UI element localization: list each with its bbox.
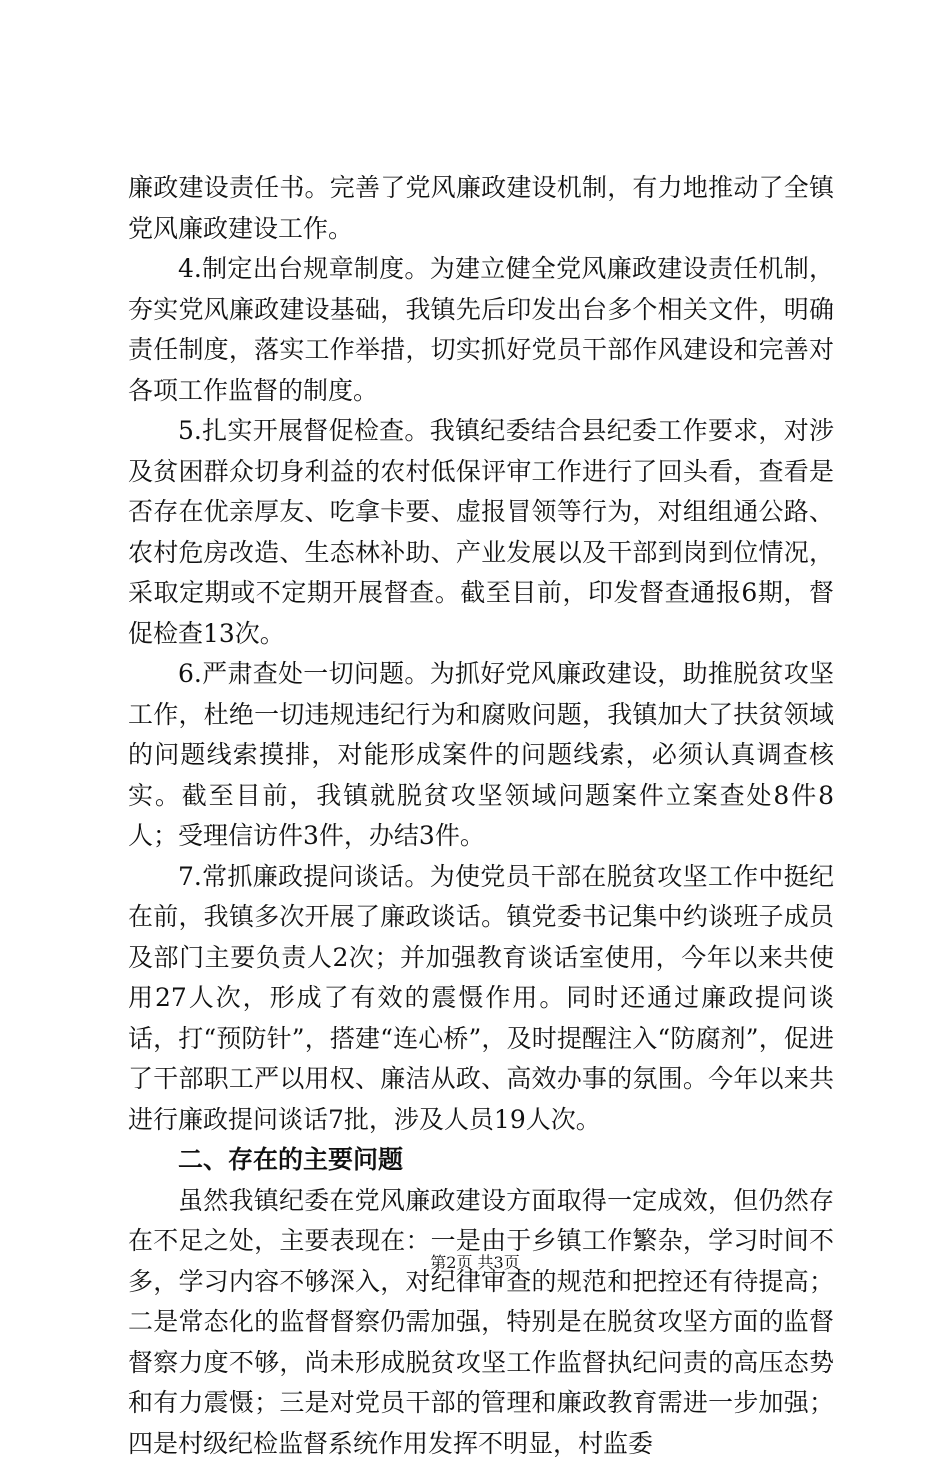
section-heading: 二、存在的主要问题 bbox=[128, 1140, 834, 1181]
paragraph-item-7: 7.常抓廉政提问谈话。为使党员干部在脱贫攻坚工作中挺纪在前，我镇多次开展了廉政谈话。镇党委书记集中约谈班子成员及部门主要负责人2次；并加强教育谈话室使用，今年以来共使用27人次，形成了有效的震慑作用。同时还通过廉政提问谈话，打“预防针”，搭建“连心桥”，及时提醒注入“防腐剂”，促进了干部职工严以用权、廉洁从政、高效办事的氛围。今年以来共进行廉政提问谈话7批，涉及人员19人次。 bbox=[128, 857, 834, 1141]
paragraph-continuation: 廉政建设责任书。完善了党风廉政建设机制，有力地推动了全镇党风廉政建设工作。 bbox=[128, 168, 834, 249]
paragraph-item-6: 6.严肃查处一切问题。为抓好党风廉政建设，助推脱贫攻坚工作，杜绝一切违规违纪行为和腐败问题，我镇加大了扶贫领域的问题线索摸排，对能形成案件的问题线索，必须认真调查核实。截至目前，我镇就脱贫攻坚领域问题案件立案查处8件8人；受理信访件3件，办结3件。 bbox=[128, 654, 834, 857]
paragraph-item-4: 4.制定出台规章制度。为建立健全党风廉政建设责任机制，夯实党风廉政建设基础，我镇先后印发出台多个相关文件，明确责任制度，落实工作举措，切实抓好党员干部作风建设和完善对各项工作监督的制度。 bbox=[128, 249, 834, 411]
page-footer: 第2页 共3页 bbox=[0, 1250, 950, 1273]
paragraph-item-5: 5.扎实开展督促检查。我镇纪委结合县纪委工作要求，对涉及贫困群众切身利益的农村低保评审工作进行了回头看，查看是否存在优亲厚友、吃拿卡要、虚报冒领等行为，对组组通公路、农村危房改造、生态林补助、产业发展以及干部到岗到位情况，采取定期或不定期开展督查。截至目前，印发督查通报6期，督促检查13次。 bbox=[128, 411, 834, 654]
paragraph-problems: 虽然我镇纪委在党风廉政建设方面取得一定成效，但仍然存在不足之处，主要表现在：一是由于乡镇工作繁杂，学习时间不多，学习内容不够深入，对纪律审查的规范和把控还有待提高；二是常态化的监督督察仍需加强，特别是在脱贫攻坚方面的监督督察力度不够，尚未形成脱贫攻坚工作监督执纪问责的高压态势和有力震慑；三是对党员干部的管理和廉政教育需进一步加强；四是村级纪检监督系统作用发挥不明显，村监委 bbox=[128, 1181, 834, 1464]
